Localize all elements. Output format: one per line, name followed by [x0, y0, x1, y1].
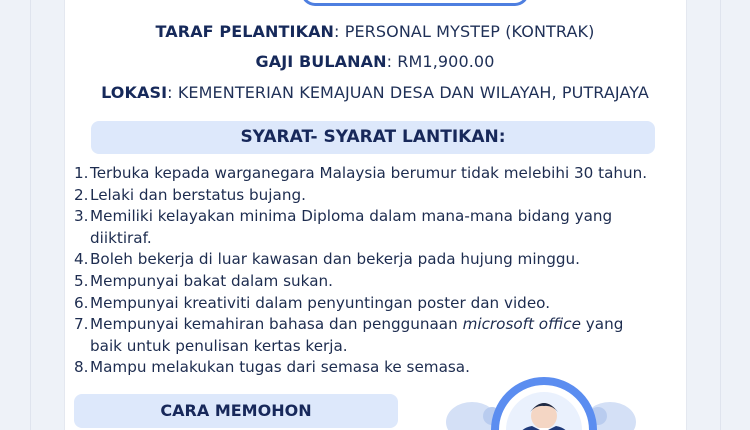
requirement-number: 5.: [74, 271, 89, 290]
requirements-list: [74, 163, 674, 379]
taraf-pelantikan-label: TARAF PELANTIKAN: [155, 22, 335, 41]
requirement-text-italic: microsoft office: [462, 315, 581, 334]
requirement-text: Memiliki kelayakan minima Diploma dalam mana-mana bidang yang: [90, 207, 613, 226]
requirement-number: 6.: [74, 293, 89, 312]
person-avatar-icon: [440, 372, 650, 430]
requirement-text: Mempunyai kreativiti dalam penyuntingan poster dan video.: [90, 293, 551, 312]
requirement-item: [74, 314, 674, 357]
requirement-item: [74, 163, 674, 185]
syarat-heading: SYARAT- SYARAT LANTIKAN:: [91, 121, 655, 154]
requirement-text: Lelaki dan berstatus bujang.: [90, 185, 306, 204]
taraf-pelantikan-line: [0, 22, 750, 41]
gaji-bulanan-line: [0, 52, 750, 71]
requirement-number: 3.: [74, 207, 89, 226]
requirement-text: yang: [580, 315, 624, 334]
requirement-text: Terbuka kepada warganegara Malaysia berumur tidak melebihi 30 tahun.: [90, 164, 648, 182]
gaji-bulanan-value: : RM1,900.00: [386, 52, 495, 71]
requirement-item: [74, 206, 674, 249]
requirement-number: 8.: [74, 358, 89, 377]
cara-memohon-heading: CARA MEMOHON: [74, 394, 398, 428]
requirement-text: Mempunyai kemahiran bahasa dan penggunaan: [90, 315, 463, 334]
taraf-pelantikan-value: : PERSONAL MYSTEP (KONTRAK): [334, 22, 595, 41]
requirement-number: 2.: [74, 185, 89, 204]
gaji-bulanan-label: GAJI BULANAN: [255, 52, 387, 71]
requirement-item: [74, 293, 674, 315]
requirement-item: [74, 249, 674, 271]
lokasi-value: : KEMENTERIAN KEMAJUAN DESA DAN WILAYAH, PUTRAJAYA: [167, 83, 649, 102]
requirement-text: Mempunyai bakat dalam sukan.: [90, 271, 333, 290]
requirement-text-continued: baik untuk penulisan kertas kerja.: [90, 336, 348, 355]
requirement-text-continued: diiktiraf.: [90, 228, 152, 247]
requirement-text: Mampu melakukan tugas dari semasa ke semasa.: [90, 358, 470, 377]
requirement-number: 1.: [74, 164, 89, 182]
lokasi-label: LOKASI: [101, 83, 168, 102]
requirement-item: [74, 185, 674, 207]
requirement-item: [74, 271, 674, 293]
header-tab-decoration: [301, 0, 529, 6]
requirement-number: 7.: [74, 315, 89, 334]
lokasi-line: [0, 83, 750, 102]
person-illustration: [440, 372, 650, 430]
requirement-text: Boleh bekerja di luar kawasan dan bekerja pada hujung minggu.: [90, 250, 580, 269]
requirement-number: 4.: [74, 250, 89, 269]
